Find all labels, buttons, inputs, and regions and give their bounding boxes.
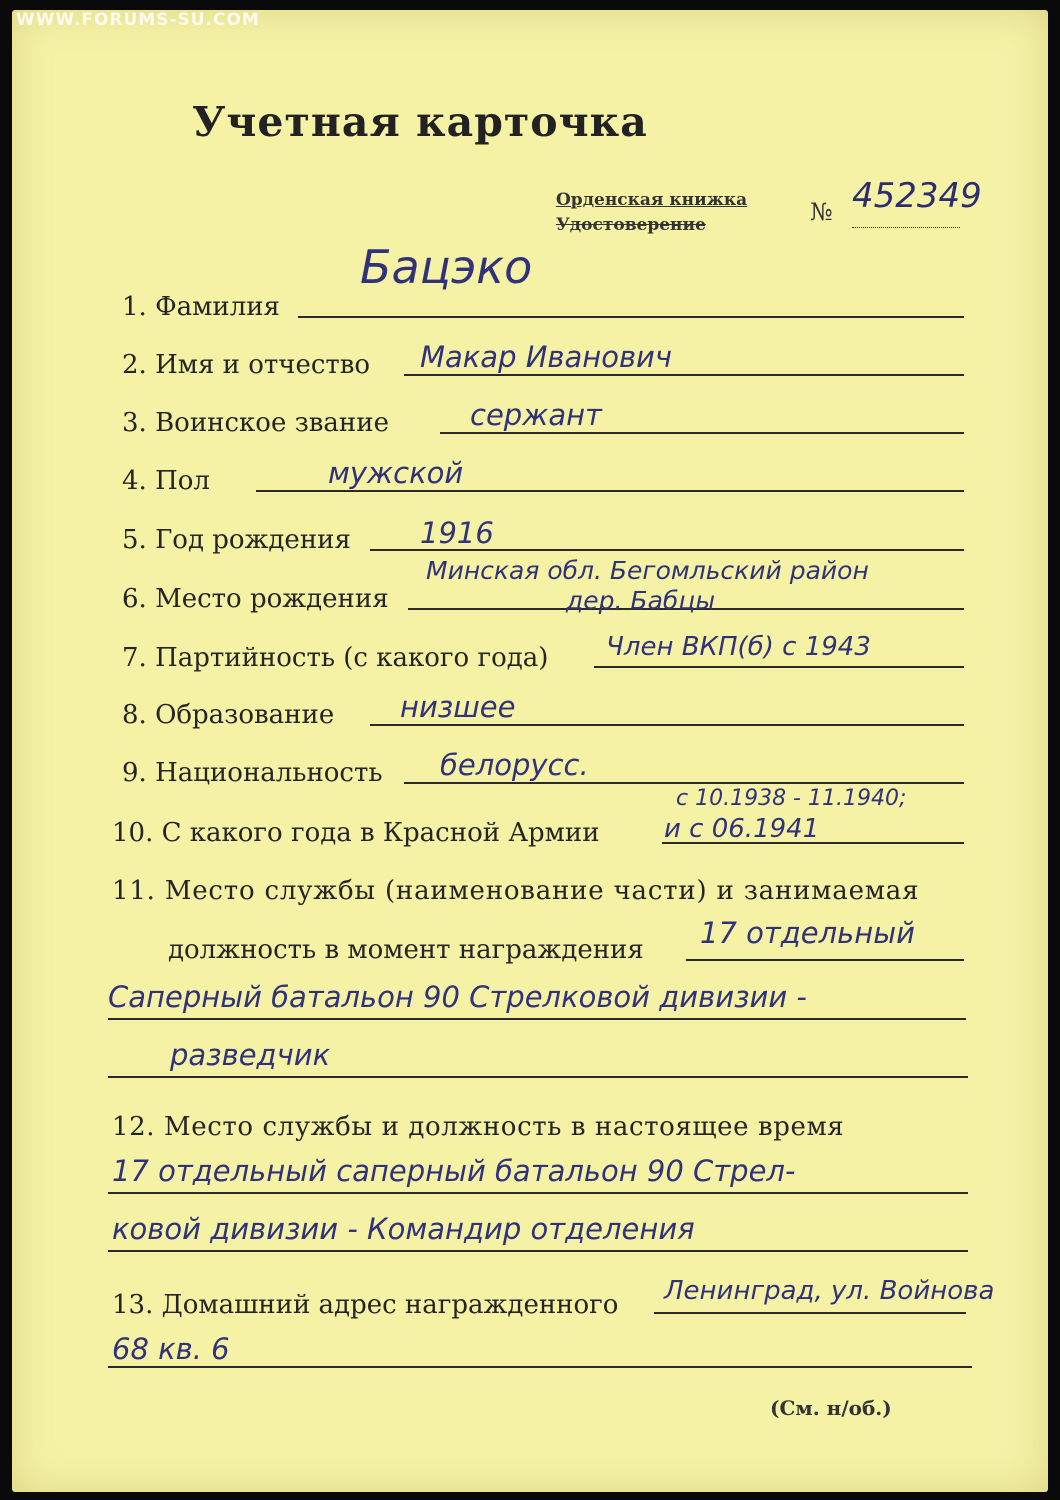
field-4-line	[256, 490, 964, 492]
field-8-label: 8. Образование	[122, 700, 335, 730]
doc-type-certificate: Удостоверение	[556, 215, 706, 235]
field-1-value: Бацэко	[360, 240, 533, 294]
field-13-value-line2: 68 кв. 6	[112, 1332, 230, 1366]
field-11-label-line2: должность в момент награждения	[168, 935, 644, 965]
field-4-label: 4. Пол	[122, 466, 210, 496]
number-underline	[852, 226, 960, 228]
field-13-line1	[654, 1312, 966, 1314]
field-5-value: 1916	[420, 516, 494, 550]
field-13-line2	[108, 1366, 972, 1368]
field-12-value-line2: ковой дивизии - Командир отделения	[112, 1212, 695, 1246]
field-12-label: 12. Место службы и должность в настоящее время	[112, 1112, 845, 1142]
field-12-value-line1: 17 отдельный саперный батальон 90 Стрел-	[112, 1154, 796, 1188]
field-1-label: 1. Фамилия	[122, 292, 280, 322]
field-11-line1	[686, 959, 964, 961]
field-6-label: 6. Место рождения	[122, 584, 389, 614]
doc-type-order-book: Орденская книжка	[556, 190, 748, 210]
field-13-value-line1: Ленинград, ул. Войнова	[664, 1276, 995, 1306]
field-2-value: Макар Иванович	[420, 340, 673, 374]
field-11-value-line3: разведчик	[170, 1038, 331, 1072]
field-11-label-line1: 11. Место службы (наименование части) и занимаемая	[112, 876, 920, 906]
field-9-label: 9. Национальность	[122, 758, 383, 788]
field-2-label: 2. Имя и отчество	[122, 350, 371, 380]
field-10-label: 10. С какого года в Красной Армии	[112, 818, 600, 848]
field-10-value-line1: с 10.1938 - 11.1940;	[676, 786, 907, 811]
field-8-line	[370, 724, 964, 726]
field-13-label: 13. Домашний адрес награжденного	[112, 1290, 619, 1320]
field-9-line	[404, 782, 964, 784]
field-12-line1	[108, 1192, 968, 1194]
number-value: 452349	[852, 176, 982, 216]
field-6-value-line2: дер. Бабцы	[566, 586, 716, 615]
field-9-value: белорусс.	[440, 748, 589, 782]
field-6-value-line1: Минская обл. Бегомльский район	[426, 556, 869, 585]
field-3-line	[440, 432, 964, 434]
number-label: №	[810, 198, 833, 226]
watermark: WWW.FORUMS-SU.COM	[16, 10, 260, 30]
field-5-label: 5. Год рождения	[122, 525, 351, 555]
see-reverse-note: (См. н/об.)	[770, 1396, 892, 1420]
page-title: Учетная карточка	[192, 98, 648, 146]
field-4-value: мужской	[328, 456, 464, 490]
field-10-value-line2: и с 06.1941	[664, 814, 820, 844]
field-8-value: низшее	[400, 690, 516, 724]
field-11-value-line2: Саперный батальон 90 Стрелковой дивизии -	[108, 980, 807, 1014]
field-7-line	[594, 666, 964, 668]
field-11-value-line1: 17 отдельный	[700, 916, 915, 950]
field-2-line	[404, 374, 964, 376]
field-12-line2	[108, 1250, 968, 1252]
field-7-label: 7. Партийность (с какого года)	[122, 643, 549, 673]
field-11-line2	[108, 1018, 966, 1020]
field-3-label: 3. Воинское звание	[122, 408, 389, 438]
field-3-value: сержант	[470, 398, 602, 432]
field-7-value: Член ВКП(б) с 1943	[606, 632, 871, 662]
field-11-line3	[108, 1076, 968, 1078]
field-1-line	[298, 316, 964, 318]
document-type	[556, 188, 747, 238]
